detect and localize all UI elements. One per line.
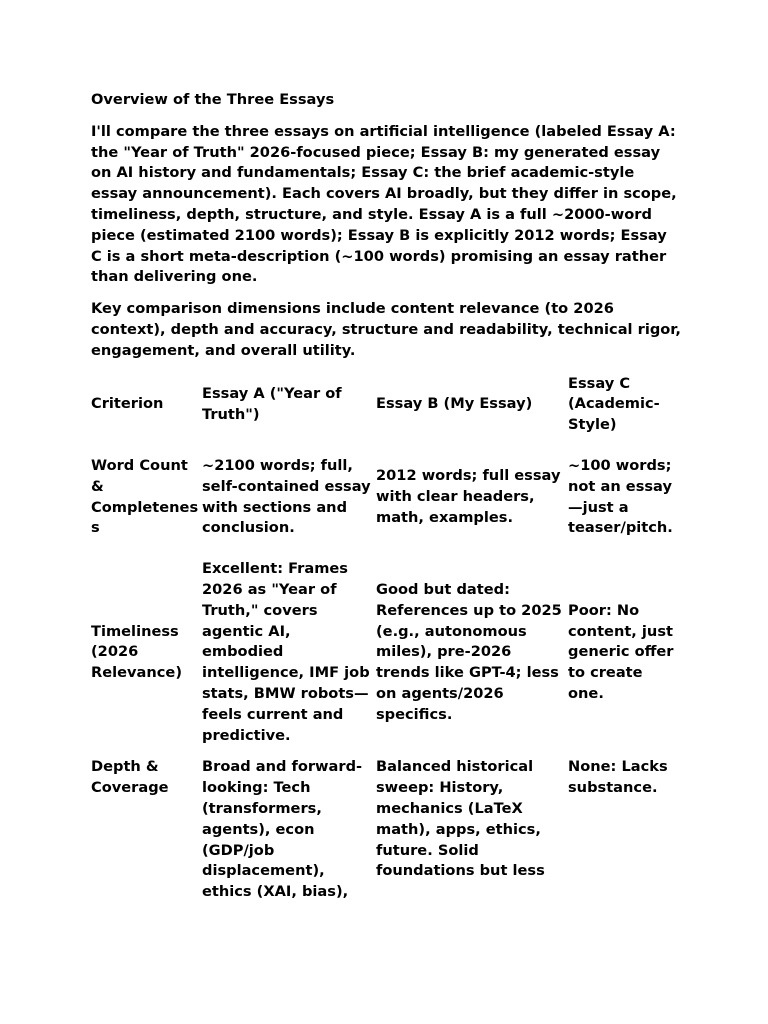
table-cell: Word Count & Completeness (91, 456, 199, 537)
table-cell: Timeliness (2026 Relevance) (91, 622, 183, 682)
table-cell: 2012 words; full essay with clear headers, math, examples. (376, 467, 561, 526)
document-title: Overview of the Three Essays (91, 91, 335, 108)
table-cell: Good but dated: References up to 2025 (e.g., autonomous miles), pre-2026 trends like GPT-4; less on agents/2026 specifics. (376, 580, 562, 723)
table-cell: None: Lacks substance. (568, 758, 668, 797)
document-page (91, 90, 681, 903)
header-essay-b: Essay B (My Essay) (376, 395, 533, 413)
header-essay-a: Essay A ("Year of Truth") (202, 384, 342, 423)
table-row (91, 757, 681, 903)
table-cell: Balanced historical sweep: History, mechanics (LaTeX math), apps, ethics, future. Solid foundations but less (376, 758, 545, 880)
table-cell: Excellent: Frames 2026 as "Year of Truth," covers agentic AI, embodied intelligence, IMF job stats, BMW robots—feels current and predictive. (202, 560, 370, 744)
dimensions-paragraph: Key comparison dimensions include content relevance (to 2026 context), depth and accuracy, structure and readability, technical rigor, engagement, and overall utility. (91, 300, 681, 359)
table-row (91, 559, 681, 757)
header-criterion: Criterion (91, 395, 164, 413)
table-row (91, 456, 681, 559)
table-cell: ~100 words; not an essay—just a teaser/pitch. (568, 456, 673, 537)
header-essay-c: Essay C (Academic-Style) (568, 374, 660, 434)
intro-paragraph: I'll compare the three essays on artificial intelligence (labeled Essay A: the "Year of Truth" 2026-focused piece; Essay B: my generated essay on AI history and fundamentals; Essay C: the brief academic-style essay announcement). Each covers AI broadly, but they differ in scope, timeliness, depth, structure, and style. Essay A is a full ~2000-word piece (estimated 2100 words); Essay B is explicitly 2012 words; Essay C is a short meta-description (~100 words) promising an essay rather than delivering one. (91, 122, 677, 286)
table-cell: ~2100 words; full, self-contained essay with sections and conclusion. (202, 456, 371, 537)
table-cell: Broad and forward-looking: Tech (transformers, agents), econ (GDP/job displacement), ethics (XAI, bias), (202, 758, 363, 901)
table-cell: Poor: No content, just generic offer to create one. (568, 601, 674, 702)
comparison-table (91, 374, 681, 903)
table-header-row (91, 374, 681, 456)
table-cell: Depth & Coverage (91, 758, 169, 797)
